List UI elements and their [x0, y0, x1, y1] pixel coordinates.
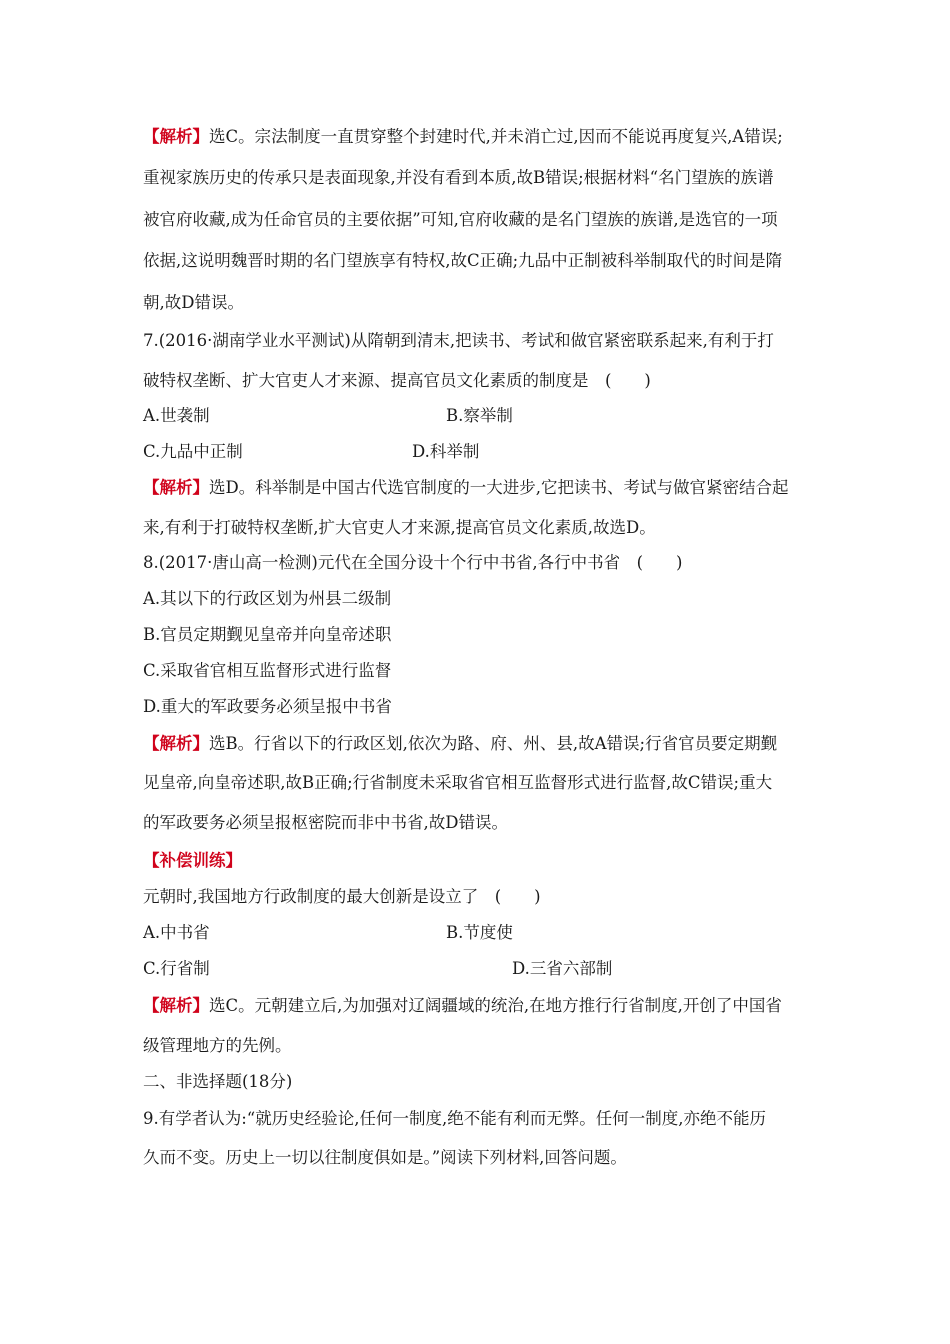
- supplement-option-d: D.三省六部制: [512, 959, 613, 978]
- analysis-tag: 【解析】: [143, 127, 209, 146]
- q6-analysis-line-3: 被官府收藏,成为任命官员的主要依据”可知,官府收藏的是名门望族的族谱,是选官的一项: [143, 210, 778, 229]
- q9-stem-line-2: 久而不变。历史上一切以往制度俱如是。”阅读下列材料,回答问题。: [143, 1148, 627, 1167]
- supplement-tag: 【补偿训练】: [143, 851, 242, 870]
- q7-stem-line-1: 7.(2016·湖南学业水平测试)从隋朝到清末,把读书、考试和做官紧密联系起来,有利于打: [143, 331, 774, 350]
- supplement-option-c: C.行省制: [143, 959, 210, 978]
- supplement-stem: 元朝时,我国地方行政制度的最大创新是设立了 ( ): [143, 887, 541, 906]
- q8-stem: 8.(2017·唐山高一检测)元代在全国分设十个行中书省,各行中书省 ( ): [143, 553, 683, 572]
- analysis-tag: 【解析】: [143, 478, 209, 497]
- q8-option-c: C.采取省官相互监督形式进行监督: [143, 661, 392, 680]
- supplement-option-b: B.节度使: [446, 923, 513, 942]
- q8-option-b: B.官员定期觐见皇帝并向皇帝述职: [143, 625, 392, 644]
- q7-stem-line-2: 破特权垄断、扩大官吏人才来源、提高官员文化素质的制度是 ( ): [143, 371, 651, 390]
- q9-stem-line-1: 9.有学者认为:“就历史经验论,任何一制度,绝不能有利而无弊。任何一制度,亦绝不能历: [143, 1109, 766, 1128]
- q8-analysis-line-1: 【解析】选B。行省以下的行政区划,依次为路、府、州、县,故A错误;行省官员要定期觐: [143, 734, 778, 753]
- supplement-option-a: A.中书省: [143, 923, 210, 942]
- section-title: 二、非选择题(18分): [143, 1072, 293, 1091]
- q8-option-a: A.其以下的行政区划为州县二级制: [143, 589, 392, 608]
- q8-option-d: D.重大的军政要务必须呈报中书省: [143, 697, 392, 716]
- analysis-tag: 【解析】: [143, 996, 209, 1015]
- q7-analysis-line-1: 【解析】选D。科举制是中国古代选官制度的一大进步,它把读书、考试与做官紧密结合起: [143, 478, 789, 497]
- q6-analysis-line-1: 【解析】选C。宗法制度一直贯穿整个封建时代,并未消亡过,因而不能说再度复兴,A错误;: [143, 127, 783, 146]
- q7-analysis-line-2: 来,有利于打破特权垄断,扩大官吏人才来源,提高官员文化素质,故选D。: [143, 518, 656, 537]
- q7-option-a: A.世袭制: [143, 406, 210, 425]
- q8-analysis-line-2: 见皇帝,向皇帝述职,故B正确;行省制度未采取省官相互监督形式进行监督,故C错误;重大: [143, 773, 773, 792]
- q6-analysis-line-5: 朝,故D错误。: [143, 293, 244, 312]
- supplement-analysis-line-1: 【解析】选C。元朝建立后,为加强对辽阔疆域的统治,在地方推行行省制度,开创了中国省: [143, 996, 782, 1015]
- q7-option-d: D.科举制: [412, 442, 480, 461]
- supplement-analysis-line-2: 级管理地方的先例。: [143, 1036, 292, 1055]
- q7-option-b: B.察举制: [446, 406, 513, 425]
- q6-analysis-line-4: 依据,这说明魏晋时期的名门望族享有特权,故C正确;九品中正制被科举制取代的时间是隋: [143, 251, 783, 270]
- q6-analysis-line-2: 重视家族历史的传承只是表面现象,并没有看到本质,故B错误;根据材料“名门望族的族谱: [143, 168, 774, 187]
- analysis-tag: 【解析】: [143, 734, 209, 753]
- q7-option-c: C.九品中正制: [143, 442, 243, 461]
- q8-analysis-line-3: 的军政要务必须呈报枢密院而非中书省,故D错误。: [143, 813, 508, 832]
